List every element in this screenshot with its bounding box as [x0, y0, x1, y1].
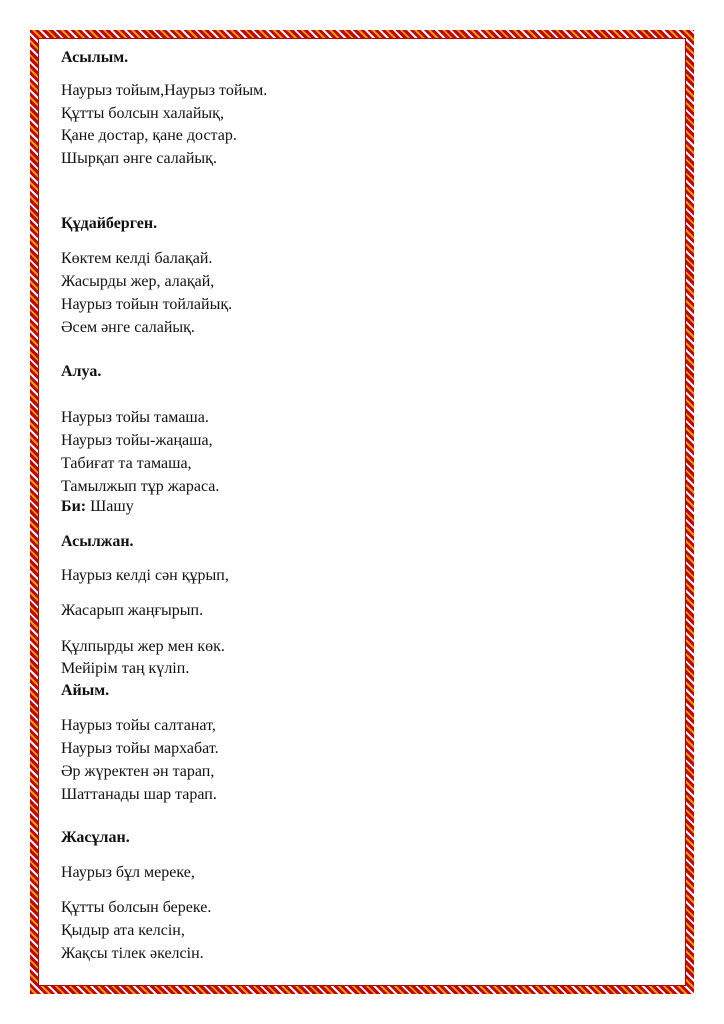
speaker-name: Асылжан. [61, 533, 134, 550]
poem-line: Наурыз тойы салтанат, [61, 717, 216, 734]
speaker-name: Асылым. [61, 49, 129, 66]
poem-line: Шаттанады шар тарап. [61, 786, 217, 803]
poem-line: Табиғат та тамаша, [61, 455, 192, 472]
poem-line: Наурыз келді сән құрып, [61, 567, 229, 584]
poem-line: Жақсы тілек әкелсін. [61, 945, 204, 962]
poem-line: Құтты болсын халайық, [61, 105, 224, 122]
poem-line: Қыдыр ата келсін, [61, 922, 185, 939]
poem-line: Наурыз тойын тойлайық. [61, 296, 233, 313]
speaker-name: Алуа. [61, 363, 102, 380]
poem-line: Құлпырды жер мен көк. [61, 638, 225, 655]
dance-value: Шашу [90, 498, 134, 515]
dance-label: Би: [61, 498, 87, 515]
dance-line [61, 497, 134, 517]
poem-line: Құтты болсын береке. [61, 899, 212, 916]
poem-line: Әр жүректен ән тарап, [61, 763, 215, 780]
poem-line: Мейірім таң күліп. [61, 660, 190, 677]
poem-line: Наурыз тойы-жаңаша, [61, 432, 213, 449]
poem-line: Жасырды жер, алақай, [61, 273, 215, 290]
poem-line: Наурыз тойы мархабат. [61, 740, 219, 757]
poem-line: Көктем келді балақай. [61, 250, 213, 267]
poem-line: Тамылжып тұр жараса. [61, 478, 220, 495]
poem-line: Наурыз тойы тамаша. [61, 409, 209, 426]
poem-line: Қане достар, қане достар. [61, 127, 237, 144]
poem-line: Жасарып жаңғырып. [61, 602, 204, 619]
speaker-name: Жасұлан. [61, 829, 130, 846]
poem-line: Шырқап әнге салайық. [61, 150, 217, 167]
poem-line: Наурыз бұл мереке, [61, 864, 195, 881]
poem-line: Наурыз тойым,Наурыз тойым. [61, 82, 268, 99]
speaker-name: Құдайберген. [61, 215, 158, 232]
speaker-name: Айым. [61, 682, 110, 699]
poem-line: Әсем әнге салайық. [61, 319, 195, 336]
border-inner-line [38, 38, 686, 986]
